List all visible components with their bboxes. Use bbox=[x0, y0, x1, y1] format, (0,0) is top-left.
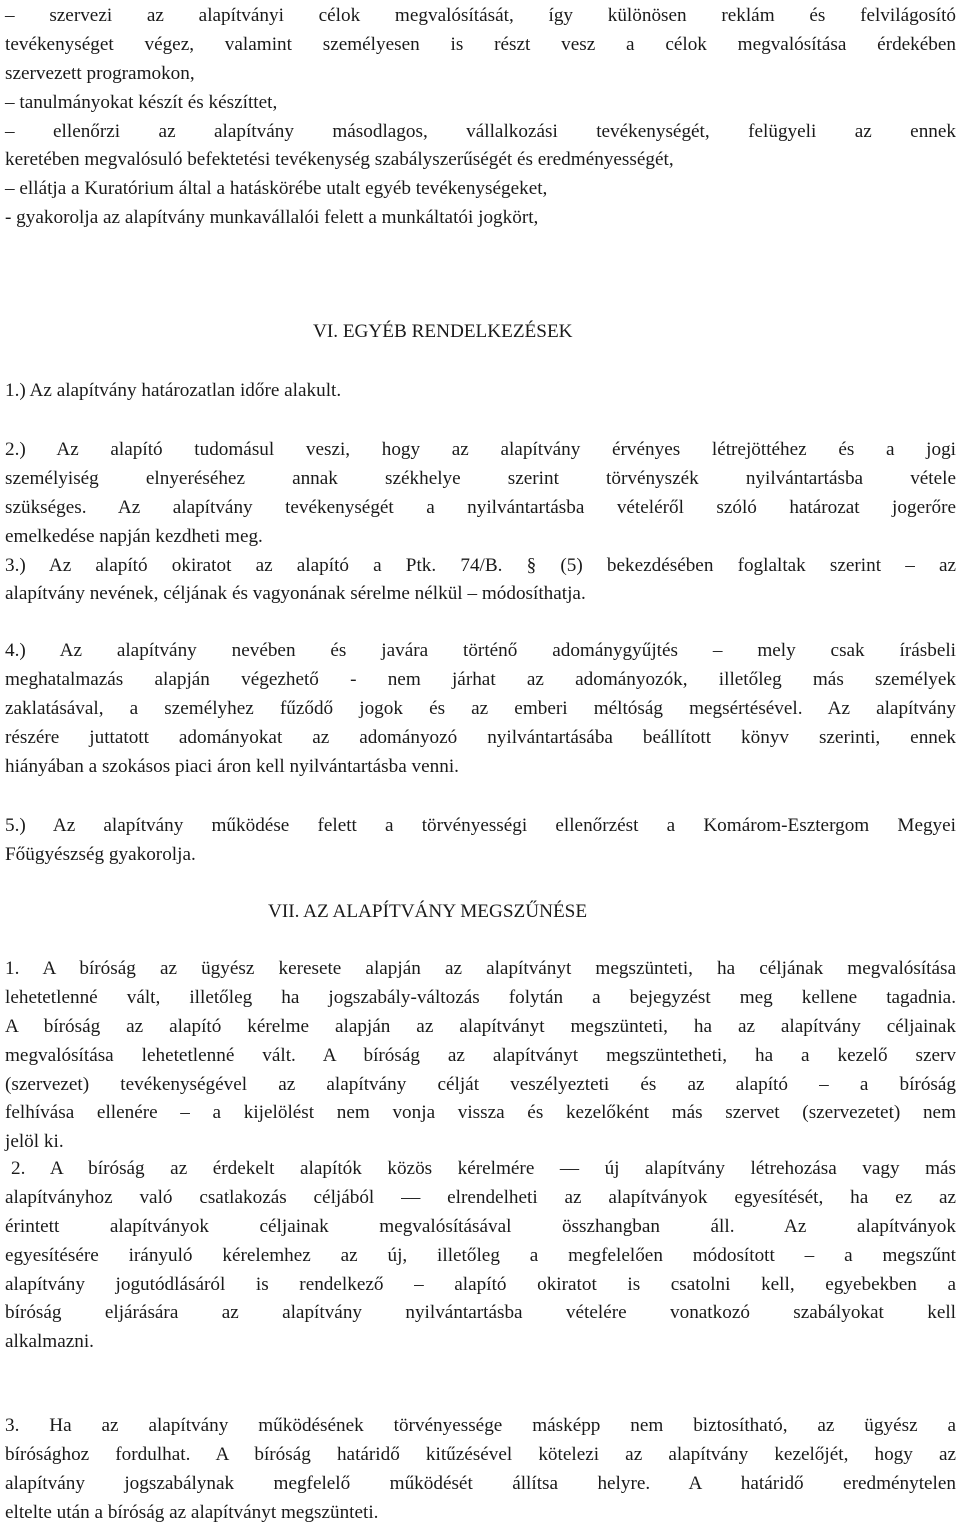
text-line: Főügyészség gyakorolja. bbox=[5, 843, 196, 865]
text-line: alapítvány nevének, céljának és vagyonának sérelme nélkül – módosíthatja. bbox=[5, 583, 586, 605]
paragraph-vi-2-3 bbox=[5, 436, 956, 609]
text-line: jelöl ki. bbox=[5, 1131, 64, 1153]
text-line: – tanulmányokat készít és készíttet, bbox=[5, 91, 278, 113]
text-line: tevékenységet végez, valamint személyesen is részt vesz a célok megvalósítása érdekében bbox=[5, 33, 956, 55]
text-line: szervezett programokon, bbox=[5, 62, 195, 84]
paragraph-vii-1 bbox=[5, 955, 956, 1157]
text-line: – ellátja a Kuratórium által a hatáskörébe utalt egyéb tevékenységeket, bbox=[5, 178, 548, 200]
text-line: bírósághoz fordulhat. A bíróság határidő kitűzésével kötelezi az alapítvány kezelőjét, hogy az bbox=[5, 1443, 956, 1465]
text-line: alapítvány jogutódlásáról is rendelkező – alapító okiratot is csatolni kell, egyebekben a bbox=[5, 1273, 956, 1295]
text-line: lehetetlenné vált, illetőleg ha jogszabály-változás folytán a bejegyzést meg kellene tagadnia. bbox=[5, 986, 956, 1008]
text-line: bíróság eljárására az alapítvány nyilvántartásba vételére vonatkozó szabályokat kell bbox=[5, 1302, 956, 1324]
text-line: meghatalmazás alapján végezhető - nem járhat az adományozók, illetőleg más személyek bbox=[5, 668, 956, 690]
list-kuratorium-tasks bbox=[5, 2, 956, 233]
text-line: érintett alapítványok céljainak megvalósításával összhangban áll. Az alapítványok bbox=[5, 1215, 956, 1237]
heading-vii: VII. AZ ALAPÍTVÁNY MEGSZŰNÉSE bbox=[268, 901, 588, 922]
text-line: (szervezet) tevékenységével az alapítvány célját veszélyezteti és az alapító – a bíróság bbox=[5, 1073, 956, 1095]
text-line: 1. A bíróság az ügyész keresete alapján az alapítványt megszünteti, ha céljának megvalósítása bbox=[5, 958, 956, 979]
paragraph-vii-2 bbox=[5, 1155, 956, 1357]
text-line: 5.) Az alapítvány működése felett a törvényességi ellenőrzést a Komárom-Esztergom Megyei bbox=[5, 815, 956, 836]
text-line: alapítvány jogszabálynak megfelelő működését állítsa helyre. A határidő eredménytelen bbox=[5, 1472, 956, 1494]
text-line: szükséges. Az alapítvány tevékenységét a nyilvántartásba vételéről szóló határozat jogerőre bbox=[5, 496, 956, 518]
text-line: felhívása ellenére – a kijelölést nem vonja vissza és kezelőként más szervet (szervezetet) nem bbox=[5, 1102, 956, 1124]
text-line: személyiség elnyeréséhez annak székhelye szerint törvényszék nyilvántartásba vétele bbox=[5, 467, 956, 489]
text-line: egyesítésére irányuló kérelemhez az új, illetőleg a megfelelően módosított – a megszűnt bbox=[5, 1244, 956, 1266]
paragraph-vi-1: 1.) Az alapítvány határozatlan időre alakult. bbox=[5, 380, 342, 401]
text-line: 2.) Az alapító tudomásul veszi, hogy az alapítvány érvényes létrejöttéhez és a jogi bbox=[5, 439, 956, 460]
paragraph-vii-3 bbox=[5, 1412, 956, 1528]
text-line: keretében megvalósuló befektetési tevékenység szabályszerűségét és eredményességét, bbox=[5, 149, 674, 171]
text-line: hiányában a szokásos piaci áron kell nyilvántartásba venni. bbox=[5, 755, 459, 777]
text-line: – ellenőrzi az alapítvány másodlagos, vállalkozási tevékenységét, felügyeli az ennek bbox=[5, 120, 956, 142]
paragraph-vi-4 bbox=[5, 637, 956, 781]
text-line: 4.) Az alapítvány nevében és javára történő adománygyűjtés – mely csak írásbeli bbox=[5, 640, 956, 661]
text-line: zaklatásával, a személyhez fűződő jogok és az emberi méltóság megsértésével. Az alapítvány bbox=[5, 697, 956, 719]
paragraph-vi-5 bbox=[5, 812, 956, 870]
text-line: – szervezi az alapítványi célok megvalósítását, így különösen reklám és felvilágosító bbox=[5, 5, 956, 26]
text-line: 3.) Az alapító okiratot az alapító a Ptk. 74/B. § (5) bekezdésében foglaltak szerint – az bbox=[5, 554, 956, 576]
text-line: alapítványhoz való csatlakozás céljából –– elrendelheti az alapítványok egyesítését, ha ez az bbox=[5, 1186, 956, 1208]
heading-vi: VI. EGYÉB RENDELKEZÉSEK bbox=[313, 321, 573, 342]
text-line: emelkedése napján kezdheti meg. bbox=[5, 525, 263, 547]
text-line: megvalósítása lehetetlenné vált. A bíróság az alapítványt megszüntetheti, ha a kezelő szerv bbox=[5, 1044, 956, 1066]
text-line: - gyakorolja az alapítvány munkavállalói felett a munkáltatói jogkört, bbox=[5, 207, 539, 229]
text-line: 2. A bíróság az érdekelt alapítók közös kérelmére –– új alapítvány létrehozása vagy más bbox=[11, 1158, 956, 1179]
text-line: részére juttatott adományokat az adományozó nyilvántartásába beállított könyv szerinti, ennek bbox=[5, 726, 956, 748]
text-line: 3. Ha az alapítvány működésének törvényessége másképp nem biztosítható, az ügyész a bbox=[5, 1415, 956, 1436]
text-line: A bíróság az alapító kérelme alapján az alapítványt megszünteti, ha az alapítvány céljainak bbox=[5, 1015, 956, 1037]
text-line: eltelte után a bíróság az alapítványt megszünteti. bbox=[5, 1501, 379, 1523]
text-line: alkalmazni. bbox=[5, 1331, 94, 1353]
